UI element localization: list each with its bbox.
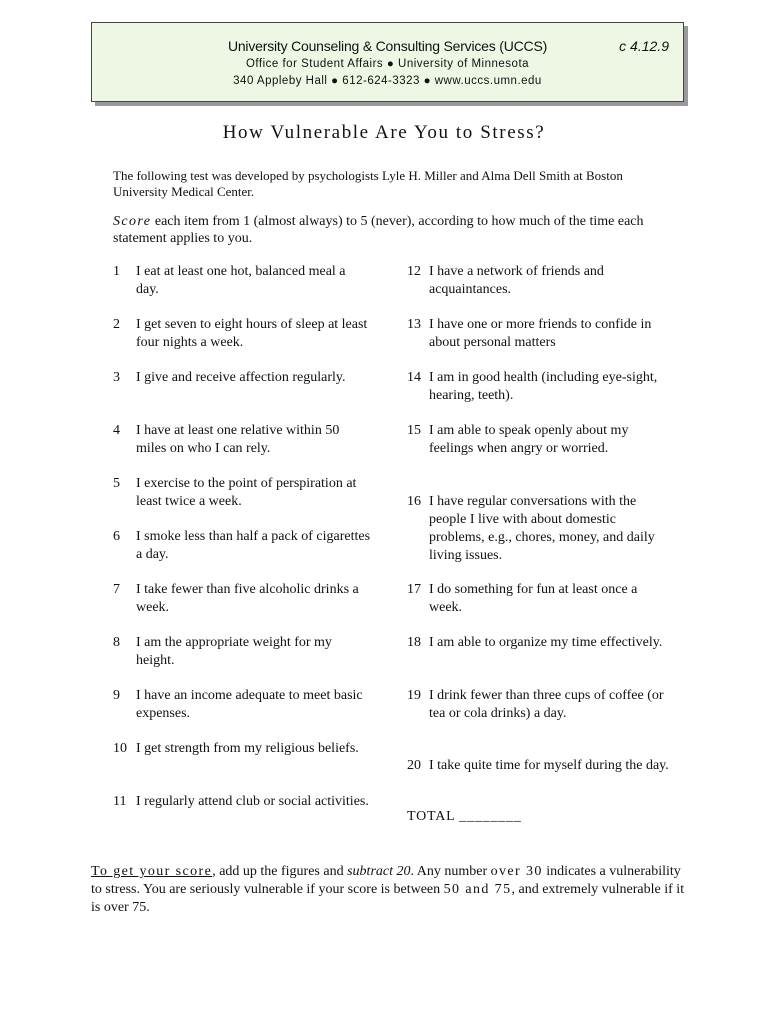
item-text: I regularly attend club or social activities. xyxy=(136,794,369,809)
item-text: I smoke less than half a pack of cigarettes a day. xyxy=(136,529,371,562)
item-number: 5 xyxy=(113,476,120,491)
item-text: I am able to speak openly about my feelings when angry or worried. xyxy=(429,423,629,456)
item-number: 17 xyxy=(407,582,421,597)
footer-text: . Any number xyxy=(410,864,491,879)
page-title: How Vulnerable Are You to Stress? xyxy=(222,122,546,143)
score-link-text: To get your score xyxy=(91,864,213,879)
item-text: I eat at least one hot, balanced meal a day. xyxy=(136,264,346,297)
item-text: I have one or more friends to confide in about personal matters xyxy=(429,317,652,350)
item-text: I am the appropriate weight for my height. xyxy=(136,635,332,668)
item-number: 10 xyxy=(113,741,127,756)
item-number: 15 xyxy=(407,423,421,438)
item-text: I am in good health (including eye-sight, hearing, teeth). xyxy=(429,370,658,403)
item-number: 18 xyxy=(407,635,421,650)
footer-text: , and extremely vulnerable if it is over 75. xyxy=(91,882,685,915)
org-office: Office for Student Affairs ● University of Minnesota xyxy=(245,58,530,70)
item-number: 20 xyxy=(407,758,421,773)
item-text: I have an income adequate to meet basic expenses. xyxy=(136,688,363,721)
item-text: I have at least one relative within 50 miles on who I can rely. xyxy=(136,423,340,456)
range-text: 50 and 75 xyxy=(443,882,512,897)
org-name: University Counseling & Consulting Services (UCCS) xyxy=(227,38,548,54)
item-text: I do something for fun at least once a week. xyxy=(429,582,638,615)
item-number: 2 xyxy=(113,317,120,332)
item-number: 19 xyxy=(407,688,421,703)
footer-text: indicates a vulnerability to stress. You are seriously vulnerable if your score is between xyxy=(91,864,681,897)
item-text: I give and receive affection regularly. xyxy=(136,370,346,385)
item-number: 6 xyxy=(113,529,120,544)
item-number: 7 xyxy=(113,582,120,597)
score-word: Score xyxy=(113,214,152,229)
score-instruction xyxy=(113,213,673,247)
item-number: 14 xyxy=(407,370,421,385)
item-text: I have a network of friends and acquaintances. xyxy=(429,264,604,297)
over-30-text: over 30 xyxy=(490,864,543,879)
item-text: I have regular conversations with the people I live with about domestic problems, e.g., chores, money, and daily living issues. xyxy=(429,494,655,563)
subtract-text: subtract 20 xyxy=(347,864,411,879)
item-number: 8 xyxy=(113,635,120,650)
item-number: 16 xyxy=(407,494,421,509)
score-instruction-text: each item from 1 (almost always) to 5 (never), according to how much of the time each statement applies to you. xyxy=(113,214,644,246)
item-number: 1 xyxy=(113,264,120,279)
item-text: I drink fewer than three cups of coffee (or tea or cola drinks) a day. xyxy=(429,688,664,721)
form-code: c 4.12.9 xyxy=(619,38,669,54)
item-number: 9 xyxy=(113,688,120,703)
item-text: I exercise to the point of perspiration at least twice a week. xyxy=(136,476,357,509)
item-number: 3 xyxy=(113,370,120,385)
total-line: TOTAL ________ xyxy=(407,809,522,824)
scoring-instructions xyxy=(91,863,691,917)
item-number: 13 xyxy=(407,317,421,332)
item-text: I take fewer than five alcoholic drinks a week. xyxy=(136,582,359,615)
item-number: 11 xyxy=(113,794,127,809)
item-number: 4 xyxy=(113,423,120,438)
footer-text: , add up the figures and xyxy=(212,864,348,879)
intro-text: The following test was developed by psychologists Lyle H. Miller and Alma Dell Smith at Boston University Medical Center. xyxy=(113,168,623,199)
item-text: I get seven to eight hours of sleep at least four nights a week. xyxy=(136,317,368,350)
header-box xyxy=(91,22,684,102)
org-contact: 340 Appleby Hall ● 612-624-3323 ● www.uccs.umn.edu xyxy=(233,75,542,87)
item-text: I get strength from my religious beliefs. xyxy=(136,741,359,756)
item-text: I take quite time for myself during the day. xyxy=(429,758,669,773)
item-text: I am able to organize my time effectively. xyxy=(429,635,663,650)
item-number: 12 xyxy=(407,264,421,279)
